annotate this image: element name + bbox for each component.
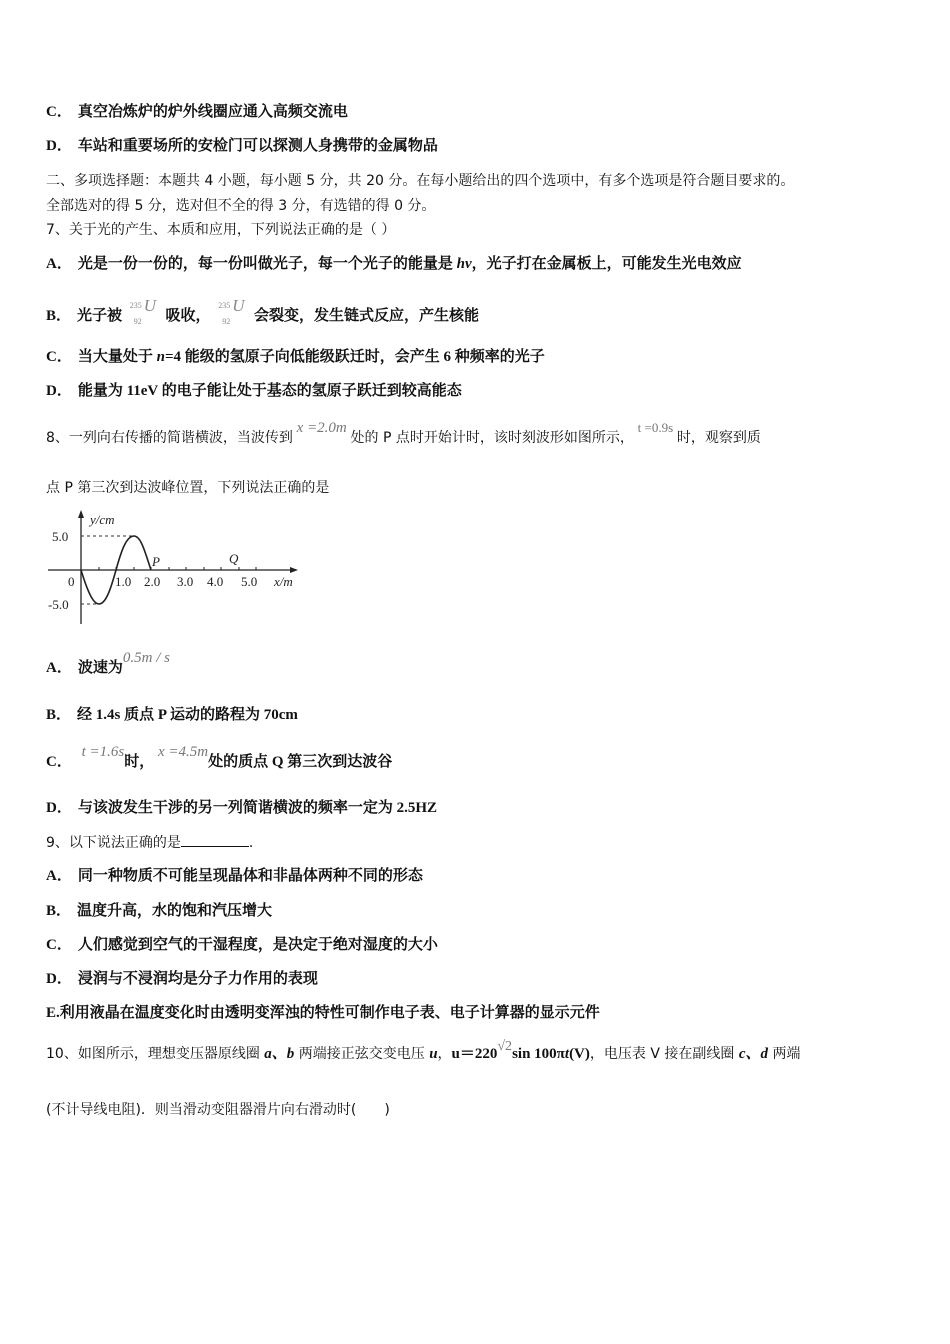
svg-text:2.0: 2.0 (144, 574, 161, 589)
svg-text:3.0: 3.0 (177, 574, 194, 589)
svg-text:4.0: 4.0 (207, 574, 224, 589)
svg-text:0: 0 (68, 574, 75, 589)
uranium-235-isotope: 235 92 U (129, 296, 157, 326)
q7-option-c: C． 当大量处于 n=4 能级的氢原子向低能级跃迁时，会产生 6 种频率的光子 (46, 349, 545, 365)
section-2-instructions-line1: 二、多项选择题：本题共 4 小题，每小题 5 分，共 20 分。在每小题给出的四个选项中，有多个选项是符合题目要求的。 (46, 173, 795, 189)
section-2-instructions-line2: 全部选对的得 5 分，选对但不全的得 3 分，有选错的得 0 分。 (46, 198, 436, 214)
y-axis-arrow-icon (78, 510, 84, 518)
y-axis-label: y/cm (90, 512, 115, 527)
q9-option-a: A． 同一种物质不可能呈现晶体和非晶体两种不同的形态 (46, 868, 423, 884)
svg-text:5.0: 5.0 (52, 529, 69, 544)
point-p-label: P (152, 554, 160, 569)
x-axis-label: x/m (274, 574, 293, 589)
q9-option-d: D． 浸润与不浸润均是分子力作用的表现 (46, 971, 318, 987)
t-equals-1-6s-expr: t =1.6s (81, 744, 125, 760)
q7-option-b: B． 光子被 235 92 U 吸收， 235 92 U 会裂变，发生链式反应，产生核能 (46, 296, 480, 326)
q7-option-d: D． 能量为 11eV 的电子能让处于基态的氢原子跃迁到较高能态 (46, 383, 462, 399)
q10-stem-line1: 10、如图所示，理想变压器原线圈 a、b 两端接正弦交变电压 u，u＝220√2sin 100πt(V)，电压表 V 接在副线圈 c、d 两端 (46, 1039, 801, 1062)
q10-stem-line2: (不计导线电阻)．则当滑动变阻器滑片向右滑动时( ) (46, 1102, 390, 1118)
x-equals-4-5m-expr: x =4.5m (158, 744, 209, 760)
wave-speed-expr: 0.5m / s (122, 650, 170, 666)
x-axis-arrow-icon (290, 567, 298, 573)
q8-option-b: B． 经 1.4s 质点 P 运动的路程为 70cm (46, 707, 298, 723)
q8-option-c: C． t =1.6s时， x =4.5m处的质点 Q 第三次到达波谷 (46, 744, 393, 770)
q9-stem: 9、以下说法正确的是 . (46, 832, 253, 853)
q8-stem-line2: 点 P 第三次到达波峰位置，下列说法正确的是 (46, 480, 330, 496)
wave-chart (44, 508, 304, 628)
sqrt-2-expr: √2 (497, 1039, 513, 1054)
svg-text:1.0: 1.0 (115, 574, 132, 589)
svg-text:5.0: 5.0 (241, 574, 258, 589)
q8-option-a: A． 波速为0.5m / s (46, 650, 170, 676)
x-equals-2m-expr: x =2.0m (296, 420, 347, 436)
q9-option-e: E.利用液晶在温度变化时由透明变浑浊的特性可制作电子表、电子计算器的显示元件 (46, 1005, 600, 1021)
q6-option-c: C． 真空冶炼炉的炉外线圈应通入高频交流电 (46, 104, 348, 120)
q8-stem-line1: 8、一列向右传播的简谐横波，当波传到 x =2.0m 处的 P 点时开始计时，该时刻波形如图所示， t =0.9s 时，观察到质 (46, 420, 761, 446)
point-q-label: Q (229, 551, 239, 566)
q6-option-d: D． 车站和重要场所的安检门可以探测人身携带的金属物品 (46, 138, 438, 154)
q7-option-a: A． 光是一份一份的，每一份叫做光子，每一个光子的能量是 hν，光子打在金属板上，可能发生光电效应 (46, 256, 742, 272)
answer-blank (181, 832, 249, 847)
q7-stem: 7、关于光的产生、本质和应用，下列说法正确的是（ ） (46, 222, 396, 238)
q8-option-d: D． 与该波发生干涉的另一列简谐横波的频率一定为 2.5HZ (46, 800, 438, 816)
q9-option-b: B． 温度升高，水的饱和汽压增大 (46, 903, 273, 919)
t-equals-0-9s-expr: t =0.9s (637, 420, 674, 435)
q9-option-c: C． 人们感觉到空气的干湿程度，是决定于绝对湿度的大小 (46, 937, 438, 953)
svg-text:-5.0: -5.0 (48, 597, 69, 612)
uranium-235-isotope: 235 92 U (218, 296, 245, 326)
